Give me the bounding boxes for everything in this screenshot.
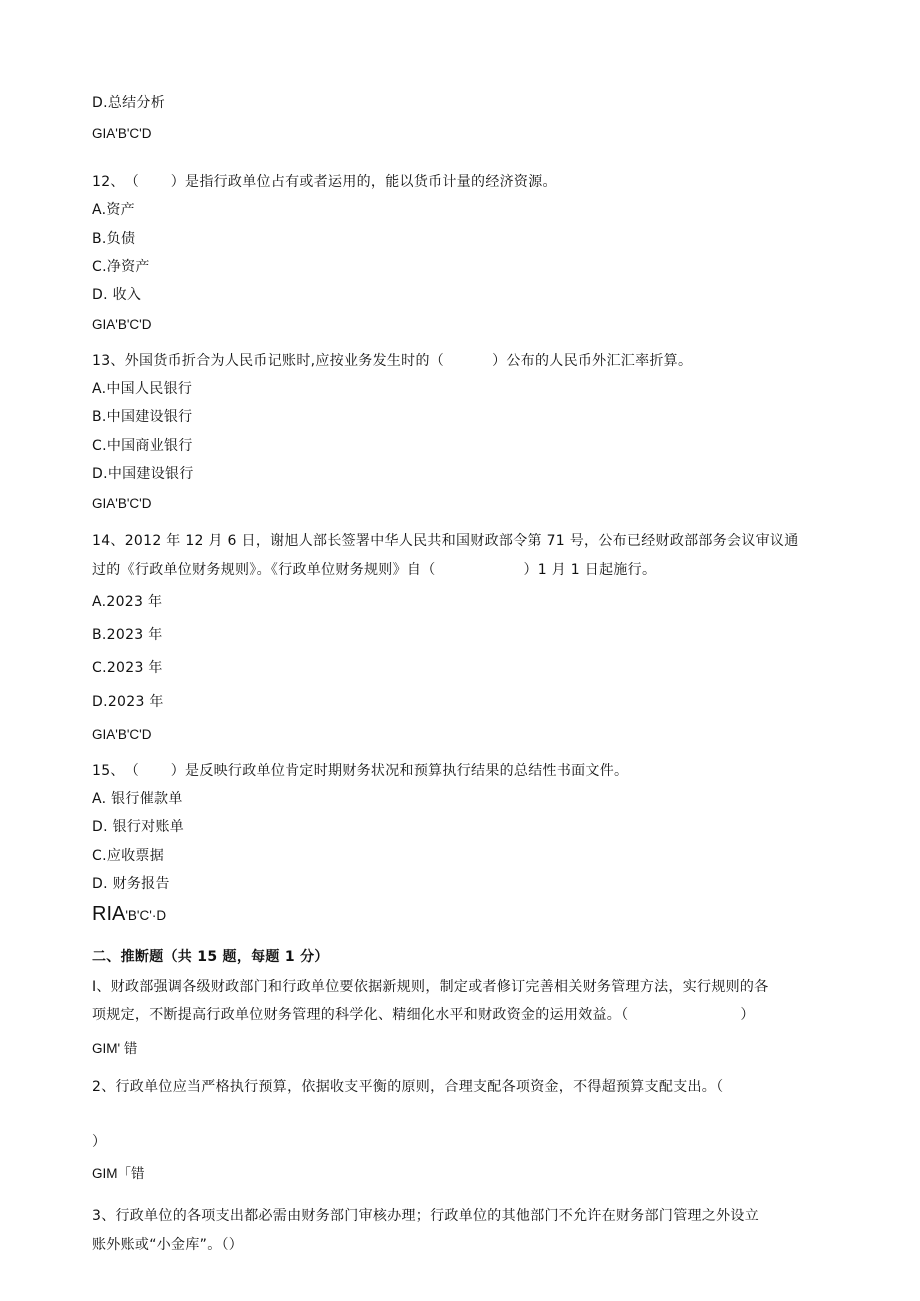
q12-option-a: A.资产 [92, 202, 135, 218]
q15-stem-text: ）是反映行政单位肯定时期财务状况和预算执行结果的总结性书面文件。 [170, 763, 629, 779]
q14-stem-line2-part1: 过的《行政单位财务规则》。《行政单位财务规则》自（ [92, 562, 436, 578]
q14-option-d: D.2023 年 [92, 694, 164, 710]
q12-answer: GIA'B'C'D [92, 317, 152, 332]
q13-stem [92, 352, 692, 370]
q14-option-b: B.2023 年 [92, 627, 163, 643]
q14-answer: GIA'B'C'D [92, 727, 152, 742]
judge3-line1: 3、行政单位的各项支出都必需由财务部门审核办理；行政单位的其他部门不允许在财务部门管理之外设立 [92, 1208, 760, 1224]
q15-option-a: A. 银行催款单 [92, 791, 183, 807]
judge1-line2-part2: ） [740, 1007, 755, 1023]
q13-option-c: C.中国商业银行 [92, 438, 193, 454]
q12-stem-text: ）是指行政单位占有或者运用的，能以货币计量的经济资源。 [170, 174, 557, 190]
q15-number: 15、 [92, 763, 125, 779]
judge1-line1: I、财政部强调各级财政部门和行政单位要依据新规则，制定或者修订完善相关财务管理方法，实行规则的各 [92, 979, 769, 995]
q14-stem-line1: 14、2012 年 12 月 6 日，谢旭人部长签署中华人民共和国财政部令第 71 号，公布已经财政部部务会议审议通 [92, 533, 799, 549]
judge2-line2: ） [92, 1134, 107, 1150]
q15-answer-large: RIA [92, 903, 126, 925]
q15-option-d: D. 财务报告 [92, 876, 170, 892]
q14-option-c: C.2023 年 [92, 660, 163, 676]
q11-option-d: D.总结分析 [92, 95, 166, 111]
judge2-line1: 2、行政单位应当严格执行预算，依据收支平衡的原则，合理支配各项资金，不得超预算支配支出。（ [92, 1079, 724, 1095]
q13-option-b: B.中国建设银行 [92, 409, 193, 425]
q15-stem: 15、（ ）是反映行政单位肯定时期财务状况和预算执行结果的总结性书面文件。 [92, 763, 629, 779]
q15-answer [92, 903, 166, 925]
q15-option-c: C.应收票据 [92, 848, 165, 864]
q15-answer-small: 'B'C'·D [125, 908, 167, 923]
judge2-answer: GIM「错 [92, 1166, 145, 1181]
q12-option-d: D. 收入 [92, 287, 142, 303]
q14-stem-line2 [92, 561, 656, 579]
q14-option-a: A.2023 年 [92, 594, 163, 610]
judge1-answer: GIM' 错 [92, 1041, 138, 1056]
judge1-line2-part1: 项规定，不断提高行政单位财务管理的科学化、精细化水平和财政资金的运用效益。（ [92, 1007, 629, 1023]
q12-option-c: C.净资产 [92, 259, 150, 275]
q12-stem: 12、（ ）是指行政单位占有或者运用的，能以货币计量的经济资源。 [92, 174, 557, 190]
q12-option-b: B.负债 [92, 231, 136, 247]
q13-option-a: A.中国人民银行 [92, 381, 193, 397]
q12-number: 12、 [92, 174, 125, 190]
section-2-title: 二、推断题（共 15 题，每题 1 分） [92, 949, 329, 965]
q14-stem-line2-part2: ）1 月 1 日起施行。 [523, 562, 657, 578]
q13-stem-part1: 13、外国货币折合为人民币记账时,应按业务发生时的（ [92, 353, 445, 369]
q15-option-b: D. 银行对账单 [92, 819, 185, 835]
q13-answer: GIA'B'C'D [92, 496, 152, 511]
q13-option-d: D.中国建设银行 [92, 466, 194, 482]
judge1-line2 [92, 1006, 755, 1024]
judge3-line2: 账外账或“小金库”。（） [92, 1237, 244, 1253]
q13-stem-part2: ）公布的人民币外汇汇率折算。 [492, 353, 693, 369]
q11-answer: GIA'B'C'D [92, 126, 152, 141]
